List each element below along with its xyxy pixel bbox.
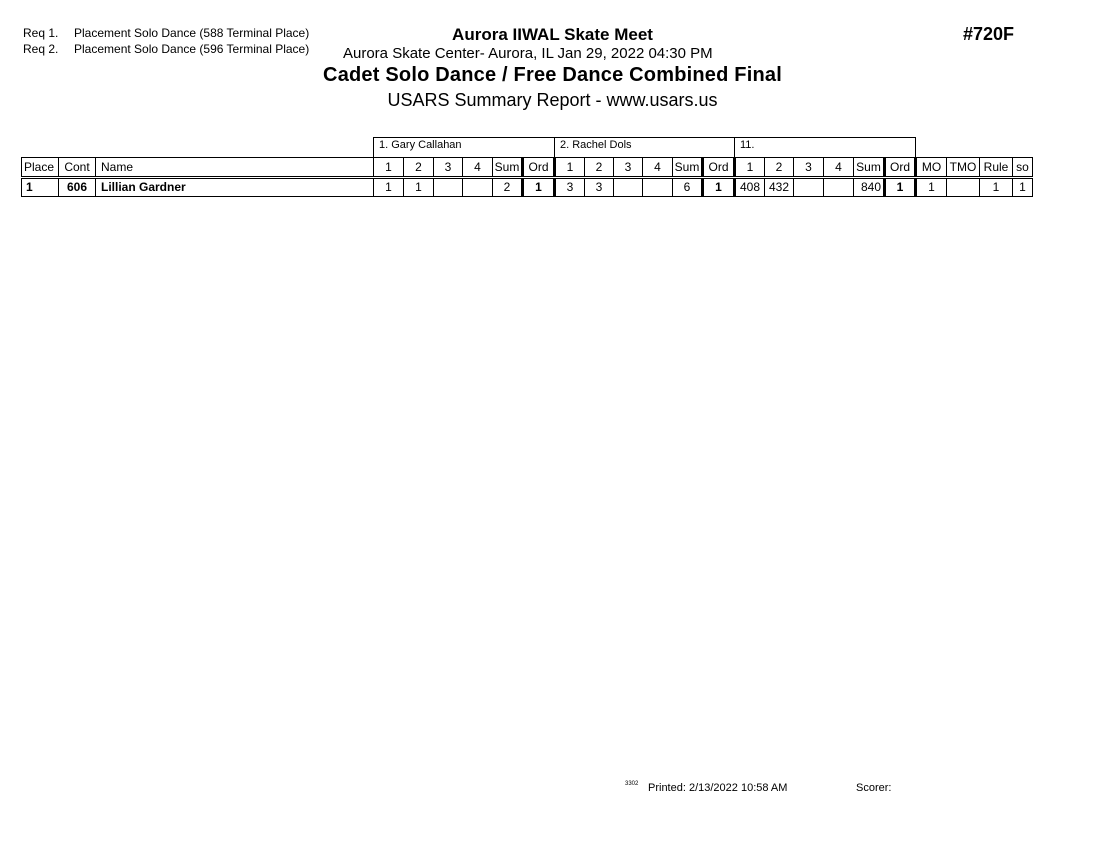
col-j2-3: 3 (614, 158, 643, 178)
judge-2-header: 2. Rachel Dols (554, 137, 735, 157)
row-mo: 1 (916, 178, 947, 197)
row-j3-1: 408 (735, 178, 765, 197)
col-j3-1: 1 (735, 158, 765, 178)
col-j2-2: 2 (585, 158, 614, 178)
row-j2-4 (643, 178, 673, 197)
event-title: Cadet Solo Dance / Free Dance Combined Final (323, 64, 782, 86)
row-name: Lillian Gardner (96, 178, 374, 197)
row-j3-4 (824, 178, 854, 197)
col-j3-ord: Ord (885, 158, 916, 178)
col-so: so (1013, 158, 1033, 178)
row-j1-4 (463, 178, 493, 197)
table-row (22, 178, 1033, 197)
col-cont: Cont (59, 158, 96, 178)
footer-code: 3302 (625, 781, 639, 787)
footer-printed: Printed: 2/13/2022 10:58 AM (648, 782, 788, 794)
col-j3-4: 4 (824, 158, 854, 178)
row-rule: 1 (980, 178, 1013, 197)
col-rule: Rule (980, 158, 1013, 178)
col-j3-2: 2 (765, 158, 794, 178)
row-j3-3 (794, 178, 824, 197)
judge-3-header: 11. (734, 137, 916, 157)
col-j1-1: 1 (374, 158, 404, 178)
row-j2-sum: 6 (673, 178, 703, 197)
header-row (22, 158, 1033, 178)
row-j3-ord: 1 (885, 178, 916, 197)
row-j3-sum: 840 (854, 178, 885, 197)
col-place: Place (22, 158, 59, 178)
row-j2-1: 3 (555, 178, 585, 197)
row-j3-2: 432 (765, 178, 794, 197)
col-name: Name (96, 158, 374, 178)
col-tmo: TMO (947, 158, 980, 178)
venue-line: Aurora Skate Center- Aurora, IL Jan 29, 2022 04:30 PM (343, 45, 713, 62)
footer-scorer: Scorer: (856, 782, 892, 794)
requirement-2-text: Placement Solo Dance (596 Terminal Place) (74, 42, 310, 56)
col-j2-4: 4 (643, 158, 673, 178)
row-place: 1 (22, 178, 59, 197)
row-tmo (947, 178, 980, 197)
row-j2-3 (614, 178, 643, 197)
event-code: #720F (963, 24, 1015, 44)
row-j2-2: 3 (585, 178, 614, 197)
col-mo: MO (916, 158, 947, 178)
results-table (21, 157, 1033, 197)
requirement-1-num: Req 1. (23, 26, 59, 40)
col-j1-2: 2 (404, 158, 434, 178)
col-j2-sum: Sum (673, 158, 703, 178)
col-j1-sum: Sum (493, 158, 523, 178)
row-j2-ord: 1 (703, 178, 735, 197)
requirement-2-num: Req 2. (23, 42, 59, 56)
col-j3-3: 3 (794, 158, 824, 178)
judge-1-header: 1. Gary Callahan (373, 137, 555, 157)
row-j1-2: 1 (404, 178, 434, 197)
row-so: 1 (1013, 178, 1033, 197)
col-j1-4: 4 (463, 158, 493, 178)
col-j2-1: 1 (555, 158, 585, 178)
row-j1-3 (434, 178, 463, 197)
row-j1-sum: 2 (493, 178, 523, 197)
col-j3-sum: Sum (854, 158, 885, 178)
requirement-1-text: Placement Solo Dance (588 Terminal Place) (74, 26, 310, 40)
row-j1-ord: 1 (523, 178, 555, 197)
col-j2-ord: Ord (703, 158, 735, 178)
row-cont: 606 (59, 178, 96, 197)
col-j1-ord: Ord (523, 158, 555, 178)
report-title: USARS Summary Report - www.usars.us (387, 90, 718, 110)
col-j1-3: 3 (434, 158, 463, 178)
meet-title: Aurora IIWAL Skate Meet (452, 25, 653, 44)
row-j1-1: 1 (374, 178, 404, 197)
